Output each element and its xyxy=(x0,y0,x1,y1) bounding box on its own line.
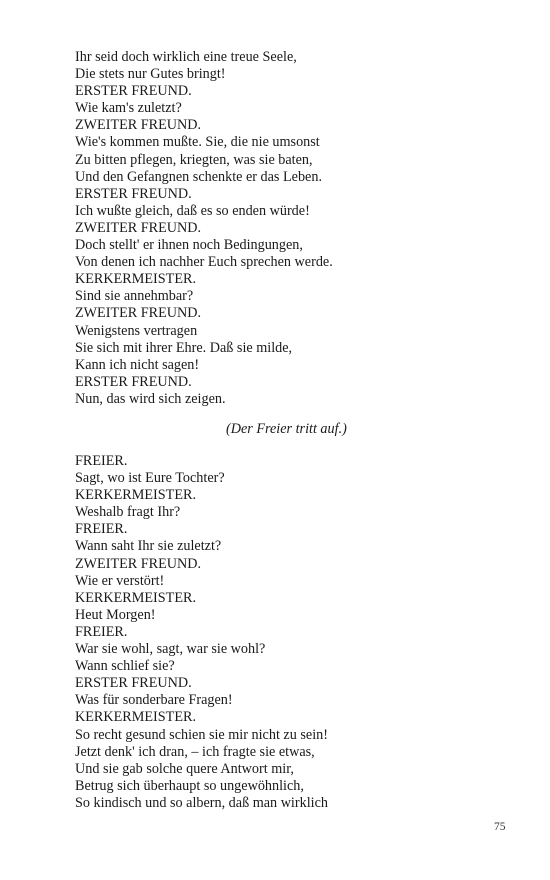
text-line: Wie er verstört! xyxy=(75,572,165,589)
page-number: 75 xyxy=(494,821,506,833)
text-line: War sie wohl, sagt, war sie wohl? xyxy=(75,641,266,658)
text-line: Sind sie annehmbar? xyxy=(75,288,194,305)
text-line: Die stets nur Gutes bringt! xyxy=(75,66,226,83)
speaker-label: FREIER. xyxy=(75,453,128,469)
speaker-label: ZWEITER FREUND. xyxy=(75,555,202,572)
speaker-label: ZWEITER FREUND. xyxy=(75,305,202,322)
text-line: Kann ich nicht sagen! xyxy=(75,356,200,373)
speaker-label: ZWEITER FREUND. xyxy=(75,117,202,134)
text-line: So kindisch und so albern, daß man wirklich xyxy=(75,794,328,811)
stage-direction: (Der Freier tritt auf.) xyxy=(226,421,347,437)
text-line: Und sie gab solche quere Antwort mir, xyxy=(75,760,294,777)
text-line: Wann saht Ihr sie zuletzt? xyxy=(75,538,222,555)
text-line: Wie's kommen mußte. Sie, die nie umsonst xyxy=(75,134,320,151)
dialogue-block-before xyxy=(75,49,515,408)
text-line: Doch stellt' er ihnen noch Bedingungen, xyxy=(75,237,303,254)
speaker-label: FREIER. xyxy=(75,521,128,538)
text-line: Sie sich mit ihrer Ehre. Daß sie milde, xyxy=(75,339,293,356)
text-line: Nun, das wird sich zeigen. xyxy=(75,390,226,407)
text-line: Sagt, wo ist Eure Tochter? xyxy=(75,470,225,487)
speaker-label: ERSTER FREUND. xyxy=(75,185,192,202)
text-line: Von denen ich nachher Euch sprechen werde. xyxy=(75,254,333,271)
text-line: Was für sonderbare Fragen! xyxy=(75,692,233,709)
text-line: Wenigstens vertragen xyxy=(75,322,198,339)
text-line: Ich wußte gleich, daß es so enden würde! xyxy=(75,202,310,219)
speaker-label: ERSTER FREUND. xyxy=(75,373,192,390)
speaker-label: KERKERMEISTER. xyxy=(75,709,196,726)
text-line: Ihr seid doch wirklich eine treue Seele, xyxy=(75,49,297,65)
text-line: Wie kam's zuletzt? xyxy=(75,100,182,117)
text-line: Und den Gefangnen schenkte er das Leben. xyxy=(75,168,322,185)
speaker-label: ERSTER FREUND. xyxy=(75,83,192,100)
speaker-label: FREIER. xyxy=(75,623,128,640)
speaker-label: KERKERMEISTER. xyxy=(75,589,196,606)
speaker-label: KERKERMEISTER. xyxy=(75,487,196,504)
speaker-label: ZWEITER FREUND. xyxy=(75,219,202,236)
text-line: Zu bitten pflegen, kriegten, was sie baten, xyxy=(75,151,313,168)
text-line: Wann schlief sie? xyxy=(75,658,175,675)
text-line: Jetzt denk' ich dran, – ich fragte sie etwas, xyxy=(75,743,315,760)
text-line: Betrug sich überhaupt so ungewöhnlich, xyxy=(75,777,304,794)
speaker-label: KERKERMEISTER. xyxy=(75,271,196,288)
text-line: Weshalb fragt Ihr? xyxy=(75,504,181,521)
text-line: Heut Morgen! xyxy=(75,606,156,623)
speaker-label: ERSTER FREUND. xyxy=(75,675,192,692)
text-line: So recht gesund schien sie mir nicht zu sein! xyxy=(75,726,328,743)
dialogue-block-after xyxy=(75,453,515,812)
